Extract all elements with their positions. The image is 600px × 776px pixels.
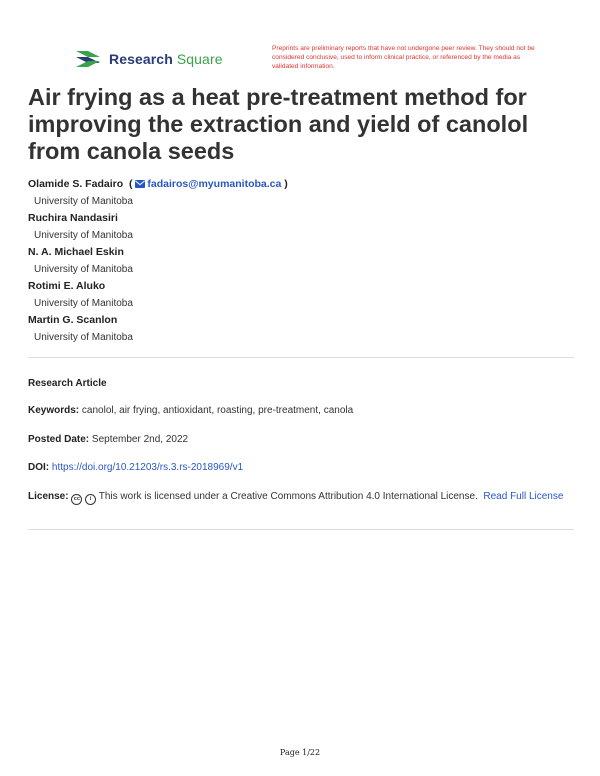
- page-number: Page 1/22: [279, 748, 321, 757]
- keywords-label: Keywords:: [28, 405, 80, 416]
- posted-date-label: Posted Date:: [28, 434, 90, 445]
- keywords-value: canolol, air frying, antioxidant, roasting, pre-treatment, canola: [81, 405, 354, 416]
- posted-date-value: September 2nd, 2022: [91, 434, 189, 445]
- author-name: Ruchira Nandasiri: [28, 212, 118, 224]
- header: [74, 44, 534, 78]
- doi-label: DOI:: [28, 462, 50, 473]
- author-name: Martin G. Scanlon: [28, 314, 118, 326]
- email-close-paren: ): [284, 178, 288, 190]
- paper-title: Air frying as a heat pre-treatment method for improving the extraction and yield of canolol from canola seeds: [28, 84, 529, 164]
- author-affiliation: University of Manitoba: [34, 264, 133, 275]
- preprint-notice: Preprints are preliminary reports that have not undergone peer review. They should not be considered conclusive, used to inform clinical practice, or referenced by the media as validated information.: [272, 45, 535, 70]
- author-name: [28, 176, 548, 193]
- author-affiliation: University of Manitoba: [34, 298, 133, 309]
- divider: [28, 357, 574, 358]
- research-square-logo-icon: [74, 48, 102, 70]
- posted-date: [28, 432, 568, 447]
- brand-name: [109, 51, 223, 67]
- license-label: License:: [28, 491, 69, 502]
- doi-link[interactable]: https://doi.org/10.21203/rs.3.rs-2018969/v1: [51, 462, 244, 473]
- research-square-logo[interactable]: [74, 48, 223, 70]
- doi: [28, 460, 568, 475]
- author-name-text: Olamide S. Fadairo: [28, 178, 124, 190]
- corresponding-email: [126, 178, 288, 190]
- license: [28, 489, 568, 505]
- author-name: Rotimi E. Aluko: [28, 280, 106, 292]
- author-name: N. A. Michael Eskin: [28, 246, 124, 258]
- creative-commons-icon: cc: [71, 494, 82, 505]
- license-text: This work is licensed under a Creative Commons Attribution 4.0 International License.: [98, 491, 478, 502]
- email-link[interactable]: fadairos@myumanitoba.ca: [147, 178, 282, 190]
- brand-square: Square: [176, 51, 223, 67]
- envelope-icon: [135, 180, 145, 188]
- author-affiliation: University of Manitoba: [34, 332, 133, 343]
- attribution-icon: i: [85, 494, 96, 505]
- email-open-paren: (: [128, 178, 133, 190]
- read-full-license-link[interactable]: Read Full License: [483, 491, 564, 502]
- article-type: [28, 376, 568, 391]
- brand-research: Research: [109, 51, 173, 67]
- author-list: [28, 176, 548, 346]
- article-type-label: Research Article: [28, 378, 107, 389]
- author-affiliation: University of Manitoba: [34, 196, 133, 207]
- keywords: [28, 403, 568, 418]
- author-affiliation: University of Manitoba: [34, 230, 133, 241]
- divider: [28, 529, 574, 530]
